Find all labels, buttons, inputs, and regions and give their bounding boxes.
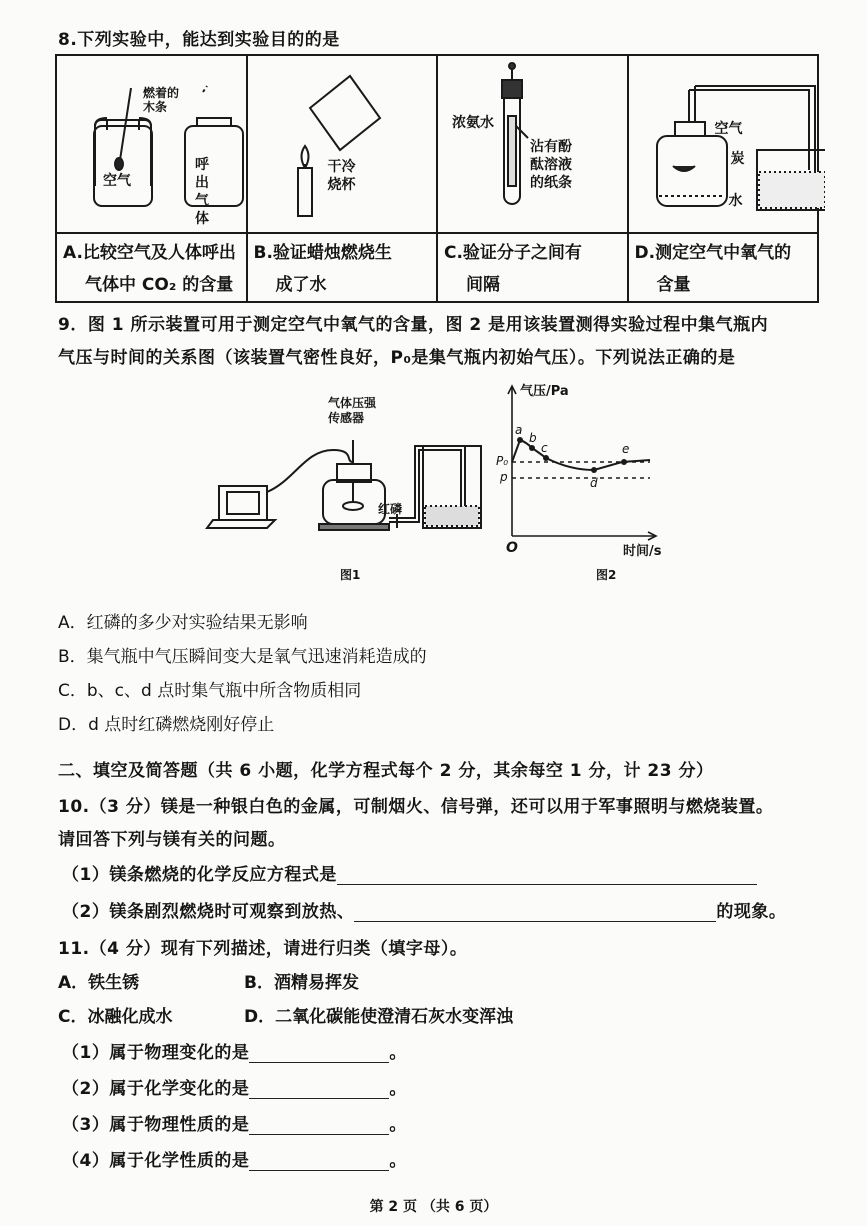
q8-option-d: [628, 233, 819, 302]
charcoal-label: 炭: [730, 151, 745, 167]
q11-sub1-blank[interactable]: [249, 1044, 389, 1063]
q11-sub1-end: 。: [389, 1043, 407, 1063]
q11-sub2-blank[interactable]: [249, 1080, 389, 1099]
q10-sub1: [62, 860, 757, 885]
q9-option-b: B．集气瓶中气压瞬间变大是氧气迅速消耗造成的: [58, 647, 427, 667]
p-label: p: [500, 470, 508, 484]
air-label-d: 空气: [714, 121, 743, 137]
q10-sub2-blank[interactable]: [354, 903, 716, 922]
point-b-label: b: [529, 431, 537, 445]
exhaled-gas-label: 呼出 气体: [195, 157, 209, 227]
q10-sub1-text: （1）镁条燃烧的化学反应方程式是: [62, 865, 337, 885]
q11-sub2: [62, 1074, 407, 1099]
q11-sub4-text: （4）属于化学性质的是: [62, 1151, 250, 1171]
q8-option-b-line2: 成了水: [275, 275, 327, 295]
y-axis-label: 气压/Pa: [520, 384, 569, 399]
cold-beaker-label: 干冷 烧杯: [327, 159, 356, 193]
q11-opt-b: B．酒精易挥发: [244, 973, 359, 993]
q8-option-c-line2: 间隔: [466, 275, 500, 295]
q8-title: 8.下列实验中，能达到实验目的的是: [58, 30, 340, 50]
point-a: [517, 437, 523, 443]
figure2-caption: 图2: [596, 568, 617, 582]
red-phosphorus-label: 红磷: [378, 502, 403, 516]
q8-option-a: [56, 233, 247, 302]
point-b: [529, 445, 535, 451]
q11-sub3: [62, 1110, 407, 1135]
q9-stem-line1: 9．图 1 所示装置可用于测定空气中氧气的含量，图 2 是用该装置测得实验过程中集气瓶内: [58, 315, 769, 335]
q8-d-apparatus-diagram: [629, 56, 825, 232]
point-a-label: a: [515, 423, 523, 437]
q9-option-a: A．红磷的多少对实验结果无影响: [58, 613, 308, 633]
q8-option-b: [247, 233, 438, 302]
burning-stick-label: 燃着的 木条: [143, 86, 180, 114]
q11-sub3-text: （3）属于物理性质的是: [62, 1115, 250, 1135]
origin-label: O: [506, 540, 518, 556]
q8-options-table: [55, 54, 819, 303]
q8-option-c: [437, 233, 628, 302]
q11-sub4-end: 。: [389, 1151, 407, 1171]
q11-opt-c: C．冰融化成水: [58, 1007, 173, 1027]
q8-option-c-line1: C.验证分子之间有: [444, 243, 582, 263]
q11-opt-d: D．二氧化碳能使澄清石灰水变浑浊: [244, 1007, 514, 1027]
q10-line1: 10.（3 分）镁是一种银白色的金属，可制烟火、信号弹，还可以用于军事照明与燃烧装置。: [58, 797, 774, 817]
q10-sub2: [62, 897, 786, 922]
point-c-label: c: [541, 441, 548, 455]
water-label: 水: [728, 193, 743, 209]
paper-strip-label: 沾有酚 酞溶液 的纸条: [530, 139, 572, 191]
q8-cell-a-figure: [56, 55, 247, 233]
q8-option-a-line2: 气体中 CO₂ 的含量: [85, 275, 234, 295]
p0-label: P₀: [496, 454, 509, 468]
q9-stem-line2: 气压与时间的关系图（该装置气密性良好，P₀是集气瓶内初始气压）。下列说法正确的是: [58, 348, 736, 368]
x-axis-label: 时间/s: [623, 544, 662, 559]
air-label: 空气: [103, 173, 131, 189]
q8-option-d-line2: 含量: [656, 275, 691, 295]
q11-sub4-blank[interactable]: [249, 1152, 389, 1171]
q11-sub1: [62, 1038, 407, 1063]
q11-sub2-end: 。: [389, 1079, 407, 1099]
q10-sub2-end: 的现象。: [716, 902, 787, 922]
q8-cell-b-figure: [247, 55, 438, 233]
q8-cell-c-figure: [437, 55, 628, 233]
page-footer: 第 2 页 （共 6 页）: [369, 1199, 498, 1215]
q8-option-a-line1: A.比较空气及人体呼出: [63, 243, 236, 263]
ammonia-label: 浓氨水: [452, 115, 494, 131]
q11-sub3-end: 。: [389, 1115, 407, 1135]
q11-opt-a: A．铁生锈: [58, 973, 140, 993]
q10-sub1-blank[interactable]: [337, 866, 757, 885]
point-d: [591, 467, 597, 473]
q9-option-c: C．b、c、d 点时集气瓶中所含物质相同: [58, 681, 362, 701]
q11-sub1-text: （1）属于物理变化的是: [62, 1043, 250, 1063]
point-e-label: e: [622, 442, 630, 456]
q9-option-d: D．d 点时红磷燃烧刚好停止: [58, 715, 275, 735]
q11-line1: 11.（4 分）现有下列描述，请进行归类（填字母）。: [58, 939, 468, 959]
q8-b-candle-diagram: [248, 56, 438, 232]
q11-sub3-blank[interactable]: [249, 1116, 389, 1135]
q8-option-b-line1: B.验证蜡烛燃烧生: [253, 243, 392, 263]
q8-option-d-line1: D.测定空气中氧气的: [634, 243, 792, 263]
q10-line2: 请回答下列与镁有关的问题。: [58, 830, 286, 850]
pressure-sensor-label: 气体压强 传感器: [328, 396, 377, 425]
point-d-label: d: [590, 476, 598, 490]
point-c: [543, 455, 549, 461]
point-e: [621, 459, 627, 465]
q11-sub4: [62, 1146, 407, 1171]
q8-cell-d-figure: [628, 55, 819, 233]
q10-sub2-text: （2）镁条剧烈燃烧时可观察到放热、: [62, 902, 355, 922]
q11-sub2-text: （2）属于化学变化的是: [62, 1079, 250, 1099]
section2-title: 二、填空及简答题（共 6 小题，化学方程式每个 2 分，其余每空 1 分，计 23 分）: [58, 761, 714, 781]
figure1-caption: 图1: [340, 568, 361, 582]
